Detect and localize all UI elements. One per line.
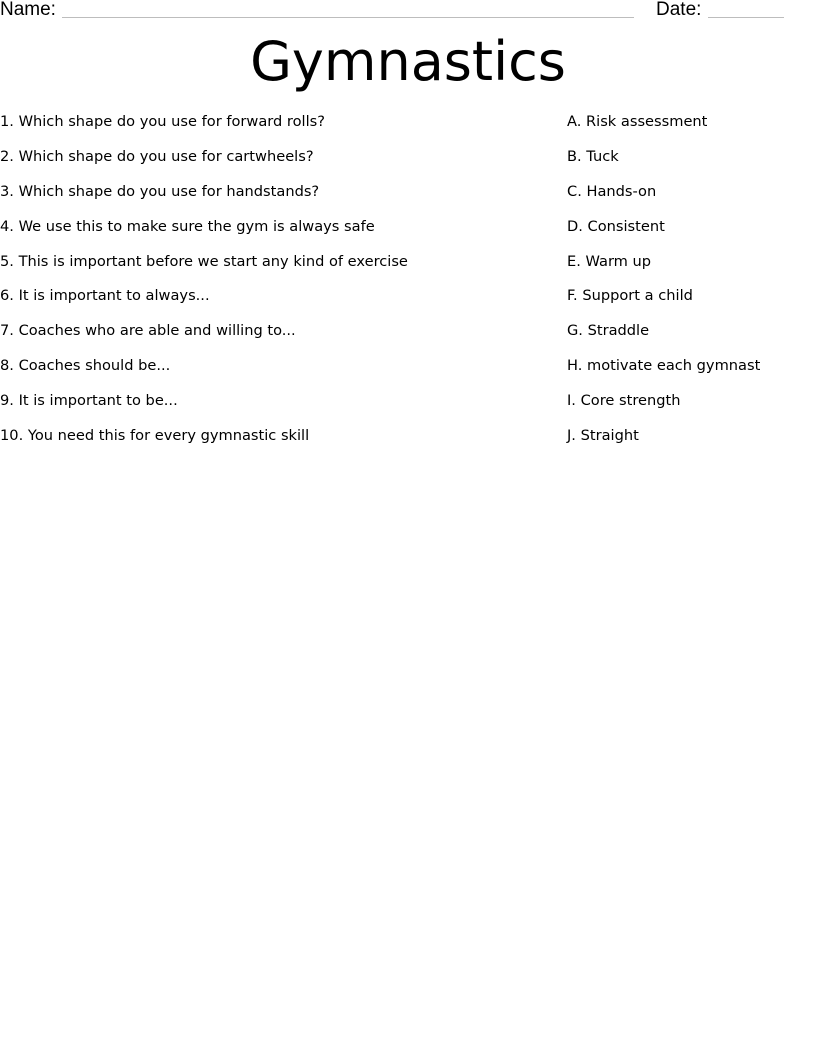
answer-item: C. Hands-on xyxy=(567,182,657,200)
answer-list xyxy=(567,110,816,459)
name-label: Name: xyxy=(0,0,56,20)
answer-item: I. Core strength xyxy=(567,392,681,410)
answer-item: D. Consistent xyxy=(567,217,665,235)
date-blank-line xyxy=(708,17,784,18)
answer-item: B. Tuck xyxy=(567,147,619,165)
date-label: Date: xyxy=(656,0,702,20)
question-item: 3. Which shape do you use for handstands? xyxy=(0,182,320,200)
question-item: 6. It is important to always... xyxy=(0,287,210,305)
answer-item: E. Warm up xyxy=(567,252,652,270)
question-item: 2. Which shape do you use for cartwheels? xyxy=(0,147,314,165)
question-item: 8. Coaches should be... xyxy=(0,357,171,375)
answer-item: H. motivate each gymnast xyxy=(567,357,761,375)
answer-item: G. Straddle xyxy=(567,322,650,340)
question-item: 4. We use this to make sure the gym is always safe xyxy=(0,217,375,235)
question-item: 5. This is important before we start any kind of exercise xyxy=(0,252,408,270)
question-list xyxy=(0,110,540,459)
worksheet-header xyxy=(0,0,816,24)
name-blank-line xyxy=(62,17,634,18)
question-item: 10. You need this for every gymnastic skill xyxy=(0,427,310,445)
question-item: 1. Which shape do you use for forward rolls? xyxy=(0,113,326,130)
question-item: 9. It is important to be... xyxy=(0,392,178,410)
answer-item: J. Straight xyxy=(567,427,639,445)
answer-item: F. Support a child xyxy=(567,287,693,305)
answer-item: A. Risk assessment xyxy=(567,113,708,130)
question-item: 7. Coaches who are able and willing to... xyxy=(0,322,296,340)
page-title: Gymnastics xyxy=(250,30,566,93)
